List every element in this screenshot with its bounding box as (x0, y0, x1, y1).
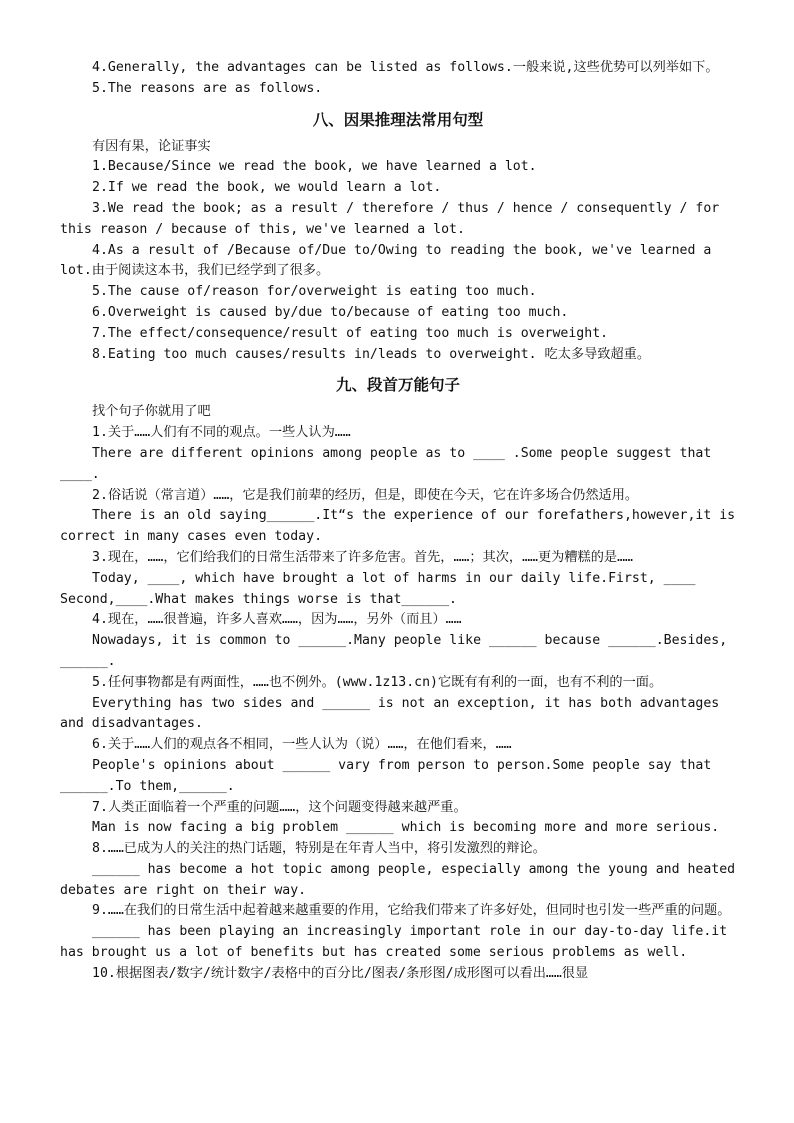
text-line: 10.根据图表/数字/统计数字/表格中的百分比/图表/条形图/成形图可以看出……很显 (92, 965, 589, 981)
text-line: 6.Overweight is caused by/due to/because of eating too much. (92, 304, 569, 320)
text-line: 3.We read the book; as a result / therefore / thus / hence / consequently / for this reason / because of this, we've learned a lot. (60, 200, 720, 237)
text-line: 1.关于……人们有不同的观点。一些人认为…… (92, 425, 351, 441)
section-heading-8: 八、因果推理法常用句型 (312, 109, 484, 129)
text-line: 5.The cause of/reason for/overweight is eating too much. (92, 284, 537, 300)
text-line: 找个句子你就用了吧 (92, 404, 211, 420)
text-line: 5.The reasons are as follows. (92, 80, 323, 96)
text-line: 5.任何事物都是有两面性，……也不例外。(www.1z13.cn)它既有有利的一面，也有不利的一面。 (92, 674, 663, 690)
text-line: Today, ____, which have brought a lot of harms in our daily life.First, ____ Second,____.What makes things worse is that______. (60, 570, 696, 607)
text-line: 6.关于……人们的观点各不相同，一些人认为（说）……，在他们看来，…… (92, 737, 512, 753)
text-line: ______ has become a hot topic among people, especially among the young and heated debates are right on their way. (60, 861, 736, 898)
text-line: 7.The effect/consequence/result of eating too much is overweight. (92, 325, 609, 341)
text-line: Nowadays, it is common to ______.Many people like ______ because ______.Besides, ______. (60, 633, 728, 669)
text-line: 7.人类正面临着一个严重的问题……，这个问题变得越来越严重。 (92, 799, 467, 815)
text-line: There are different opinions among people as to ____ .Some people suggest that ____. (60, 445, 712, 482)
text-line: 9.……在我们的日常生活中起着越来越重要的作用，它给我们带来了许多好处，但同时也引发一些严重的问题。 (92, 903, 731, 919)
text-line: 2.俗话说（常言道）……，它是我们前辈的经历，但是，即使在今天，它在许多场合仍然适用。 (92, 487, 639, 503)
text-line: 4.现在，……很普遍，许多人喜欢……，因为……，另外（而且）…… (92, 612, 462, 628)
text-line: Man is now facing a big problem ______ which is becoming more and more serious. (92, 820, 720, 836)
text-line: There is an old saying______.It“s the experience of our forefathers,however,it is correct in many cases even today. (60, 508, 736, 545)
text-line: ______ has been playing an increasingly important role in our day-to-day life.it has brought us a lot of benefits but has created some serious problems as well. (60, 924, 728, 961)
text-line: 4.Generally, the advantages can be listed as follows.一般来说,这些优势可以列举如下。 (92, 60, 719, 75)
text-line: 2.If we read the book, we would learn a lot. (92, 180, 442, 196)
text-line: 4.As a result of /Because of/Due to/Owing to reading the book, we've learned a lot.由于阅读这本书，我们已经学到了很多。 (60, 242, 712, 279)
text-line: 8.……已成为人的关注的热门话题，特别是在年青人当中，将引发激烈的辩论。 (92, 841, 546, 857)
text-line: 1.Because/Since we read the book, we have learned a lot. (92, 159, 537, 175)
text-line: 8.Eating too much causes/results in/leads to overweight. 吃太多导致超重。 (92, 346, 651, 362)
text-line: 3.现在，……，它们给我们的日常生活带来了许多危害。首先，……；其次，……更为糟糕的是…… (92, 549, 633, 565)
section-heading-9: 九、段首万能句子 (335, 375, 460, 395)
text-line: People's opinions about ______ vary from person to person.Some people say that ______.To them,______. (60, 757, 712, 794)
text-line: Everything has two sides and ______ is not an exception, it has both advantages and disadvantages. (60, 695, 720, 732)
text-line: 有因有果，论证事实 (92, 138, 211, 154)
document-page (60, 58, 736, 985)
